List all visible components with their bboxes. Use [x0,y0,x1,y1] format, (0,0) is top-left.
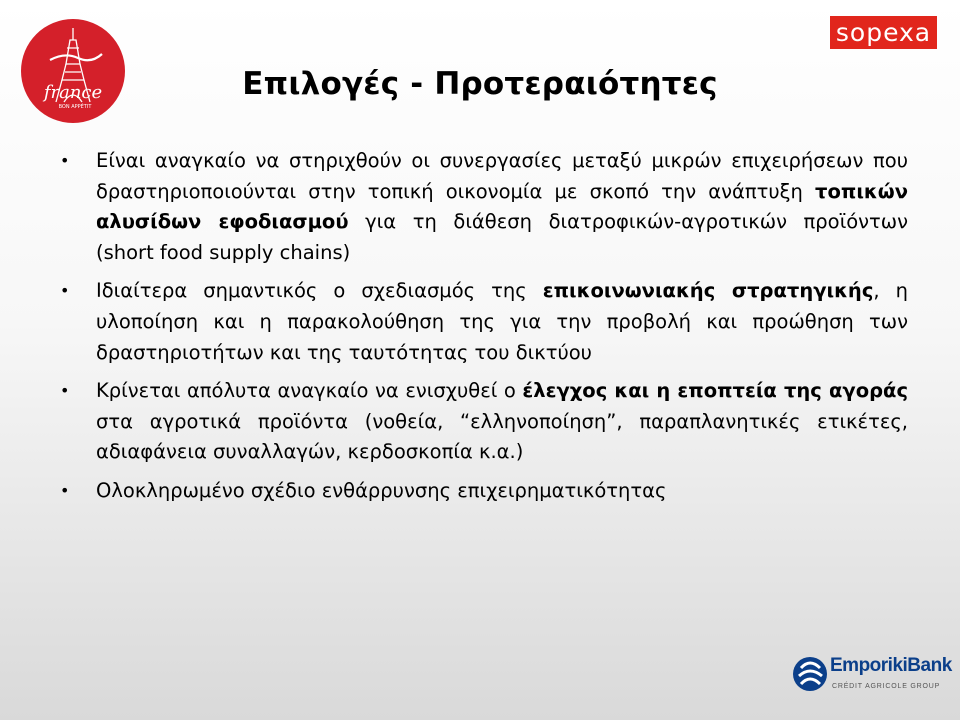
sopexa-logo [830,16,937,49]
slide-title: Επιλογές - Προτεραιότητες [242,66,718,102]
bullet-text: στα αγροτικά προϊόντα (νοθεία, “ελληνοποίηση”, παραπλανητικές ετικέτες, αδιαφάνεια συναλλαγών, κερδοσκοπία κ.α.) [96,409,908,464]
bullet-text: Ιδιαίτερα σημαντικός ο σχεδιασμός της [96,279,543,303]
emporiki-bank-name: EmporikiBank [830,655,952,676]
france-logo-text: france [43,82,103,103]
bullet-text: Κρίνεται απόλυτα αναγκαίο να ενισχυθεί ο [96,379,523,403]
bullet-text: Είναι αναγκαίο να στηριχθούν οι συνεργασίες μεταξύ μικρών επιχειρήσεων που δραστηριοποιούνται στην τοπική οικονομία με σκοπό την ανάπτυξη [96,149,908,203]
bullet-item-4 [58,476,908,507]
france-logo-sub: BON APPÉTIT [58,104,92,110]
bullet-item-1 [58,146,908,268]
bullet-bold-text: επικοινωνιακής στρατηγικής [542,279,874,303]
bullet-item-2 [58,276,908,368]
bullet-bold-text: έλεγχος και η εποπτεία της αγοράς [522,379,908,403]
bullet-text: Ολοκληρωμένο σχέδιο ενθάρρυνσης επιχειρηματικότητας [96,478,667,502]
emporiki-bank-subtitle: CRÉDIT AGRICOLE GROUP [832,683,941,690]
bullet-icon: • [60,381,70,401]
bullet-bold-text: τοπικών αλυσίδων εφοδιασμού [96,179,908,234]
bullet-list [58,146,908,515]
bullet-text: , η υλοποίηση και η παρακολούθηση της για την προβολή και προώθηση των δραστηριοτήτων και της ταυτότητας του δικτύου [96,279,908,364]
bullet-text: για τη διάθεση διατροφικών-αγροτικών προϊόντων (short food supply chains) [96,210,908,264]
bullet-icon: • [60,480,70,500]
sopexa-logo-text: sopexa [835,18,932,47]
bullet-item-3 [58,376,908,468]
bullet-icon: • [60,151,70,170]
bullet-icon: • [60,281,70,301]
